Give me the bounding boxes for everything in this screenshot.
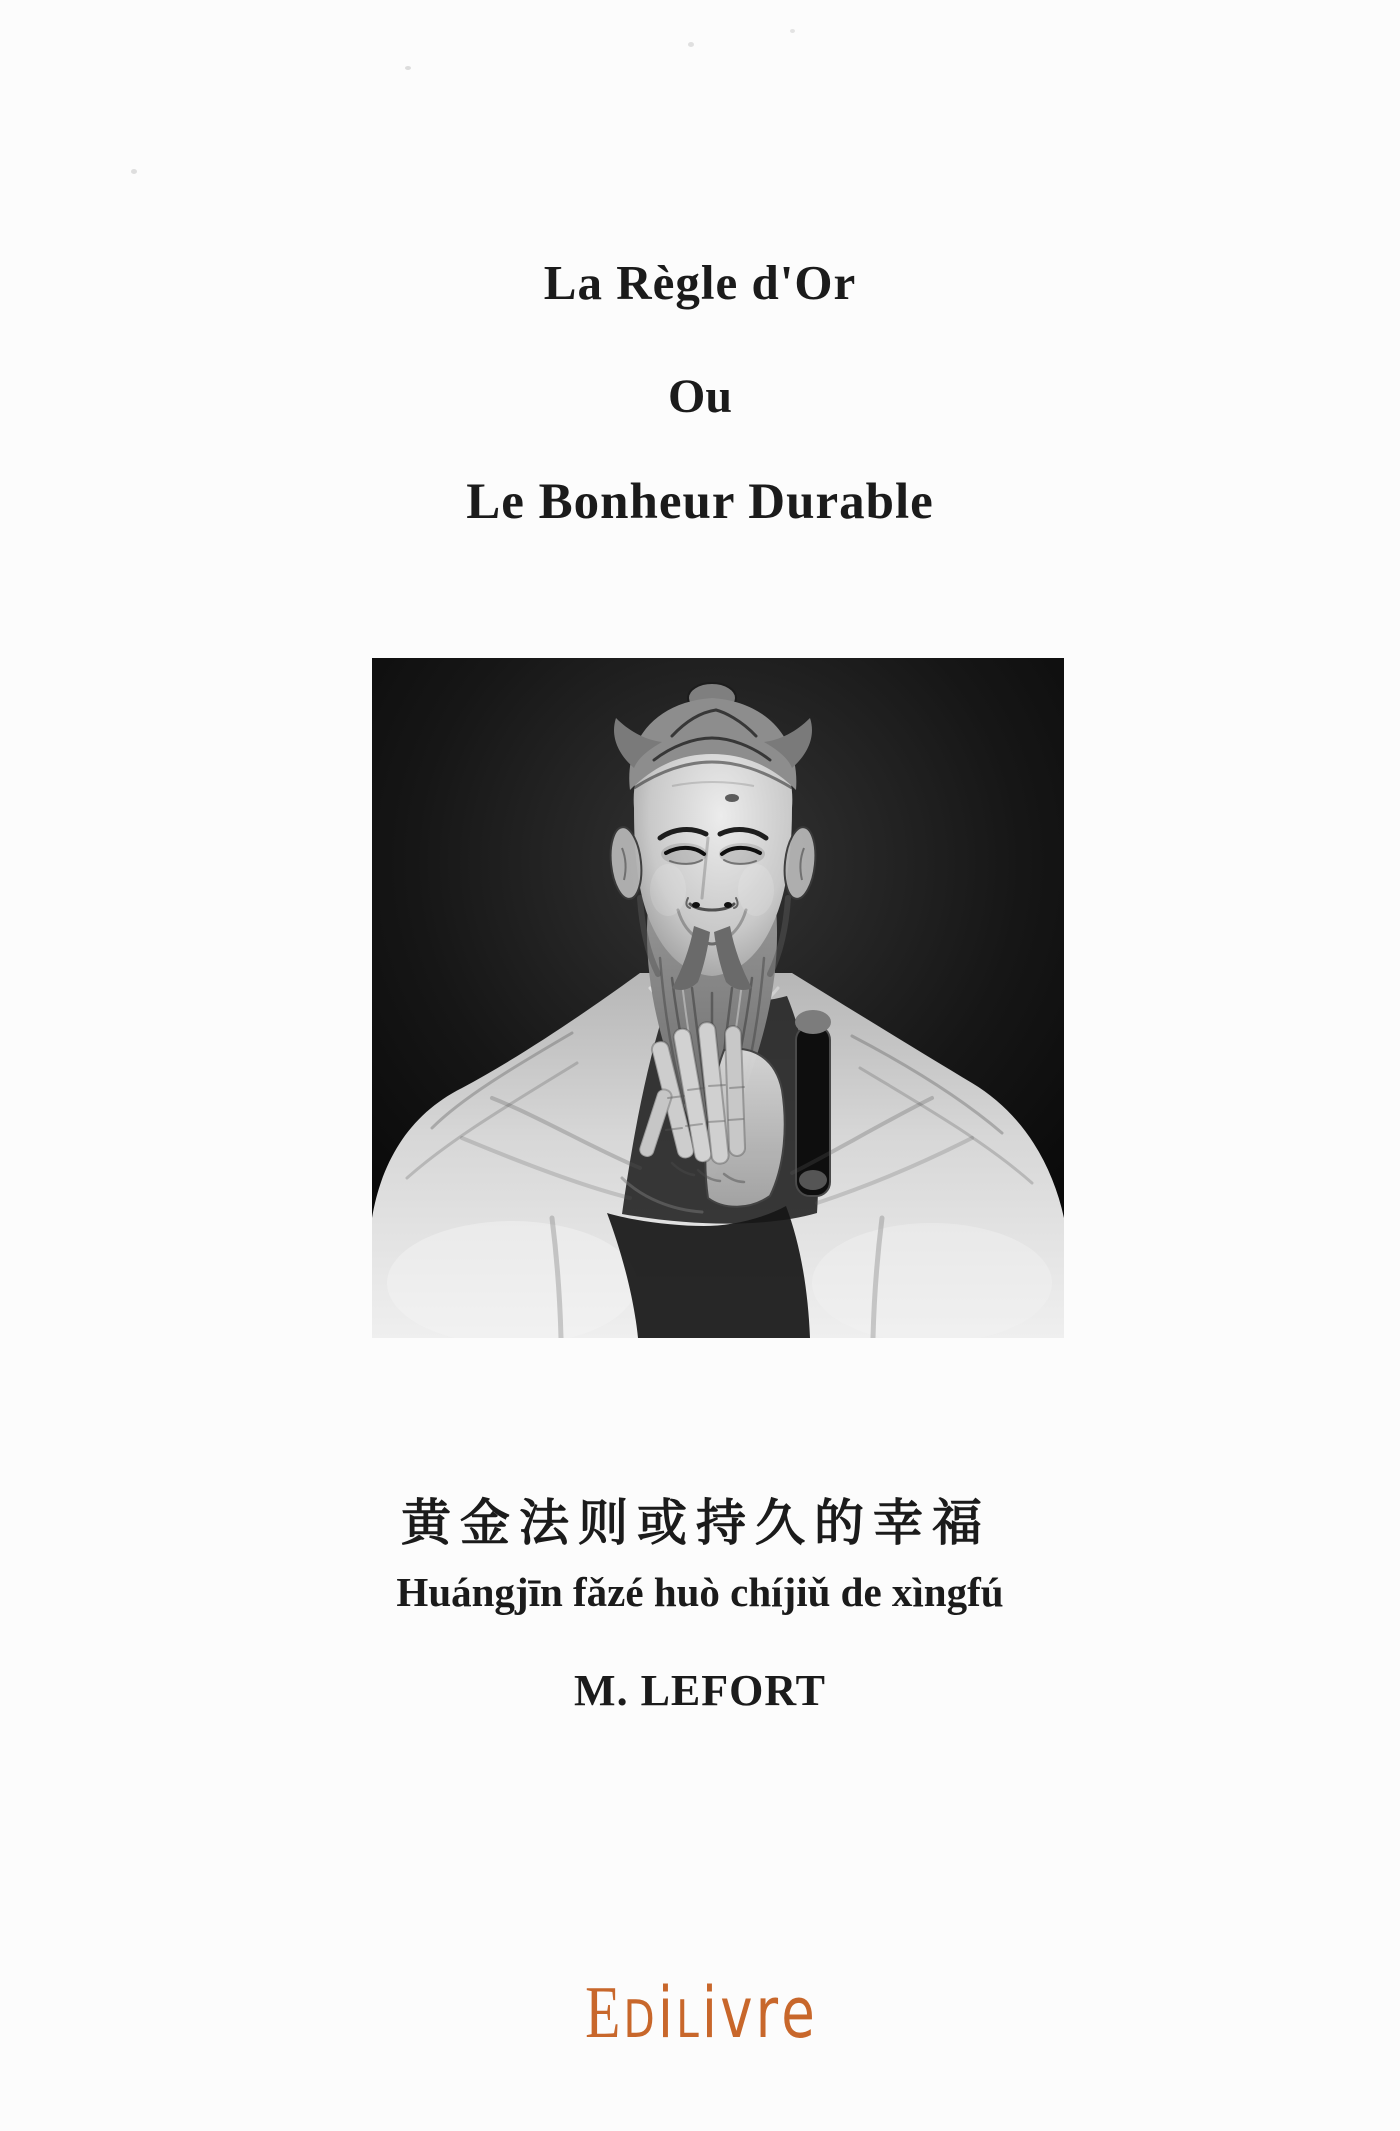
title-chinese: 黄金法则或持久的幸福 (401, 1494, 991, 1552)
author-name: M. LEFORT (574, 1666, 826, 1715)
logo-letter: v (720, 1972, 753, 2054)
title-french: La Règle d'Or (543, 255, 857, 310)
logo-letter: D (623, 1990, 655, 2050)
logo-letter: e (781, 1972, 815, 2054)
title-pinyin: Huángjīn fǎzé huò chíjiǔ de xìngfú (396, 1569, 1004, 1615)
scan-speck (131, 169, 137, 174)
title-connector: Ou (667, 370, 733, 423)
scan-speck (688, 42, 694, 47)
subtitle-french: Le Bonheur Durable (466, 474, 934, 530)
publisher-logo-edilivre (154, 1972, 1246, 2054)
logo-letter: i (701, 1972, 718, 2054)
statue-illustration (372, 658, 1064, 1338)
scan-speck (405, 66, 411, 70)
cover-photo-confucius-statue (372, 658, 1064, 1338)
logo-letter: L (676, 1990, 699, 2050)
scan-speck (790, 29, 795, 33)
logo-letter: r (755, 1972, 779, 2054)
logo-letter: E (585, 1972, 621, 2054)
logo-letter: i (657, 1972, 674, 2054)
